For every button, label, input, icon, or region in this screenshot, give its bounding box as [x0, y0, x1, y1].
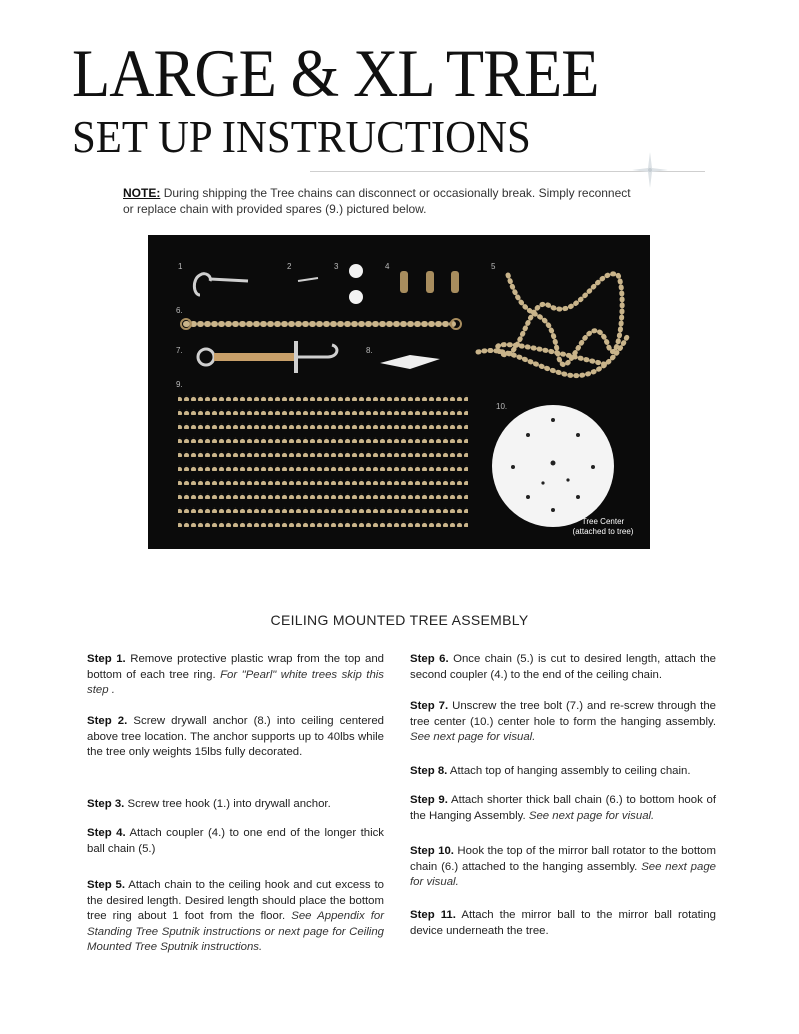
step-1: [87, 652, 384, 699]
step-text: Screw drywall anchor (8.) into ceiling centered above tree location. The anchor supports up to 40lbs while the tree only weights 15lbs fully decorated.: [87, 715, 384, 758]
step-3: [87, 797, 384, 813]
sparkle-icon: [630, 150, 670, 190]
step-text: Attach coupler (4.) to one end of the longer thick ball chain (5.): [87, 827, 384, 855]
step-4: [87, 826, 384, 857]
bolt-part: [198, 341, 337, 373]
step-label: Step 7.: [410, 700, 449, 712]
parts-illustration: [148, 235, 650, 549]
step-label: Step 1.: [87, 653, 126, 665]
step-9: [410, 793, 716, 824]
step-6: [410, 652, 716, 683]
step-10: [410, 844, 716, 891]
step-label: Step 4.: [87, 827, 126, 839]
step-label: Step 9.: [410, 794, 448, 806]
cap-part: [349, 264, 363, 278]
spare-chains-part: [178, 395, 468, 527]
coupler-part: [400, 271, 459, 293]
step-label: Step 11.: [410, 909, 456, 921]
step-2: [87, 714, 384, 761]
cap-part: [349, 290, 363, 304]
part-label-10: 10.: [496, 402, 508, 411]
part-label-4: 4: [385, 262, 390, 271]
part-label-9: 9.: [176, 380, 183, 389]
page-subtitle: SET UP INSTRUCTIONS: [72, 111, 531, 162]
long-chain-part: [478, 274, 628, 376]
part-label-1: 1: [178, 262, 183, 271]
step-label: Step 10.: [410, 845, 454, 857]
hook-part: [194, 274, 248, 295]
step-label: Step 3.: [87, 798, 125, 810]
part-label-3: 3: [334, 262, 339, 271]
part-label-7: 7.: [176, 346, 183, 355]
note: [123, 185, 643, 217]
part-label-8: 8.: [366, 346, 373, 355]
step-text: Hook the top of the mirror ball rotator to the bottom chain (6.) attached to the hanging assembly.: [410, 845, 716, 873]
tree-center-caption: Tree Center: [581, 517, 625, 526]
note-text: During shipping the Tree chains can disconnect or occasionally break. Simply reconnect or replace chain with provided spares (9.) pictured below.: [123, 186, 631, 216]
page-title: LARGE & XL TREE: [72, 35, 599, 111]
anchor-part: [380, 355, 440, 369]
step-11: [410, 908, 716, 939]
step-text: Once chain (5.) is cut to desired length, attach the second coupler (4.) to the end of the ceiling chain.: [410, 653, 716, 681]
step-8: [410, 764, 716, 780]
step-text: Attach the mirror ball to the mirror ball rotating device underneath the tree.: [410, 909, 716, 937]
step-text: Unscrew the tree bolt (7.) and re-screw through the tree center (10.) center hole to form the hanging assembly.: [410, 700, 716, 728]
step-note: See next page for visual.: [410, 731, 536, 743]
step-note: See Appendix for Standing Tree Sputnik instructions or next page for Ceiling Mounted Tree Sputnik instructions.: [87, 910, 384, 953]
step-note: See next page for visual.: [528, 809, 655, 822]
step-text: Attach chain to the ceiling hook and cut excess to the desired length. Desired length should place the bottom tree ring about 1 foot from the floor.: [87, 879, 384, 922]
step-7: [410, 699, 716, 746]
step-label: Step 8.: [410, 765, 448, 777]
part-label-5: 5: [491, 262, 496, 271]
step-label: Step 2.: [87, 715, 128, 727]
step-text: Remove protective plastic wrap from the top and bottom of each tree ring.: [87, 653, 384, 681]
section-title: CEILING MOUNTED TREE ASSEMBLY: [270, 612, 529, 628]
tree-center-caption-sub: (attached to tree): [572, 527, 634, 536]
step-text: Attach top of hanging assembly to ceiling chain.: [449, 765, 691, 777]
screw-part: [298, 278, 318, 281]
step-5: [87, 878, 384, 956]
step-note: For "Pearl" white trees skip this step .: [87, 668, 384, 696]
part-label-2: 2: [287, 262, 292, 271]
step-label: Step 5.: [87, 879, 126, 891]
note-label: NOTE:: [123, 186, 161, 200]
parts-photo: [148, 235, 650, 549]
tree-center-disc: [492, 405, 614, 527]
step-label: Step 6.: [410, 653, 449, 665]
step-note: See next page for visual.: [410, 860, 716, 888]
step-text: Screw tree hook (1.) into drywall anchor.: [127, 798, 331, 810]
step-text: Attach shorter thick ball chain (6.) to bottom hook of the Hanging Assembly.: [410, 794, 716, 822]
part-label-6: 6.: [176, 306, 183, 315]
